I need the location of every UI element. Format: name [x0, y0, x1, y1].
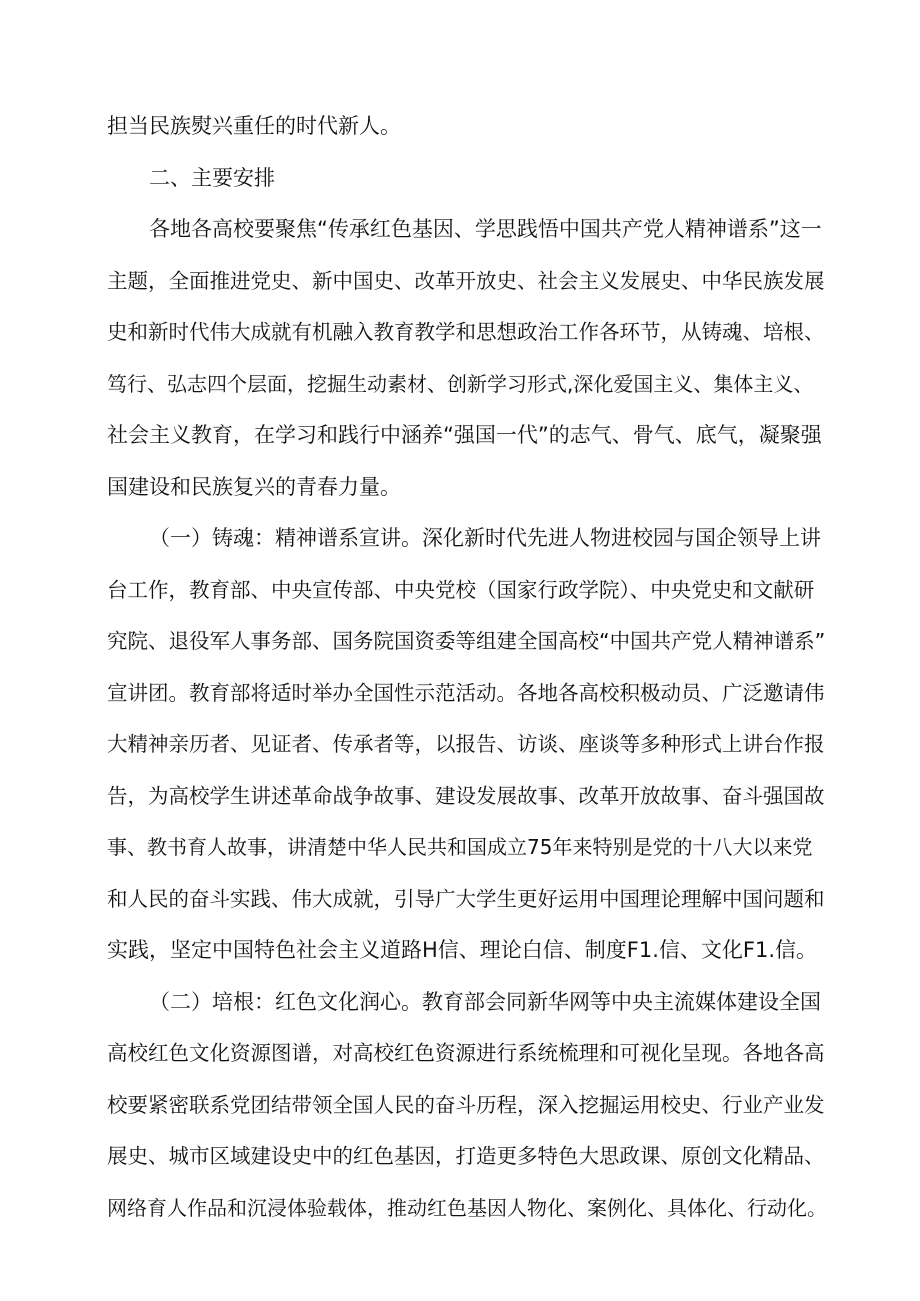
text-line: 笃行、弘志四个层面，挖掘生动素材、创新学习形式,深化爱国主义、集体主义、: [107, 371, 814, 396]
text-line: 社会主义教育，在学习和践行中涵养“强国一代”的志气、骨气、底气，凝聚强: [107, 423, 822, 447]
text-line: （一）铸魂：精神谱系宣讲。深化新时代先进人物进校园与国企领导上讲: [149, 526, 821, 550]
text-line: 史和新时代伟大成就有机融入教育教学和思想政治工作各环节，从铸魂、培根、: [107, 320, 825, 344]
text-line: （二）培根：红色文化润心。教育部会同新华网等中央主流媒体建设全国: [149, 989, 821, 1014]
text-line: 事、教书育人故事，讲清楚中华人民共和国成立75年来特别是党的十八大以来党: [107, 835, 813, 859]
text-line: 究院、退役军人事务部、国务院国资委等组建全国高校“中国共产党人精神谱系”: [107, 629, 826, 653]
text-line: 各地各高校要聚焦“传承红色基因、学思践悟中国共产党人精神谱系”这一: [149, 217, 822, 241]
text-line: 和人民的奋斗实践、伟大成就，引导广大学生更好运用中国理论理解中国问题和: [107, 886, 825, 911]
text-line: 二、主要安排: [149, 165, 275, 190]
text-line: 实践，坚定中国特色社会主义道路H信、理论白信、制度F1.信、文化F1.信。: [107, 938, 818, 962]
document-body: [107, 101, 827, 1234]
text-line: 告，为高校学生讲述革命战争故事、建设发展故事、改革开放故事、奋斗强国故: [107, 783, 825, 808]
text-line: 台工作，教育部、中央宣传部、中央党校（国家行政学院）、中央党史和文献研: [107, 577, 815, 602]
text-line: 国建设和民族复兴的青春力量。: [107, 474, 401, 499]
text-line: 展史、城市区域建设史中的红色基因，打造更多特色大思政课、原创文化精品、: [107, 1144, 825, 1168]
text-line: 网络育人作品和沉浸体验载体，推动红色基因人物化、案例化、具体化、行动化。: [107, 1195, 827, 1220]
text-line: 主题，全面推进党史、新中国史、改革开放史、社会主义发展史、中华民族发展: [107, 268, 825, 293]
text-line: 宣讲团。教育部将适时举办全国性示范活动。各地各高校积极动员、广泛邀请伟: [107, 680, 825, 705]
text-line: 校要紧密联系党团结带领全国人民的奋斗历程，深入挖掘运用校史、行业产业发: [107, 1092, 825, 1117]
text-line: 高校红色文化资源图谱，对高校红色资源进行系统梳理和可视化呈现。各地各高: [107, 1041, 825, 1065]
text-line: 大精神亲历者、见证者、传承者等，以报告、访谈、座谈等多种形式上讲台作报: [107, 732, 825, 756]
text-line: 担当民族熨兴重任的时代新人。: [107, 114, 401, 138]
